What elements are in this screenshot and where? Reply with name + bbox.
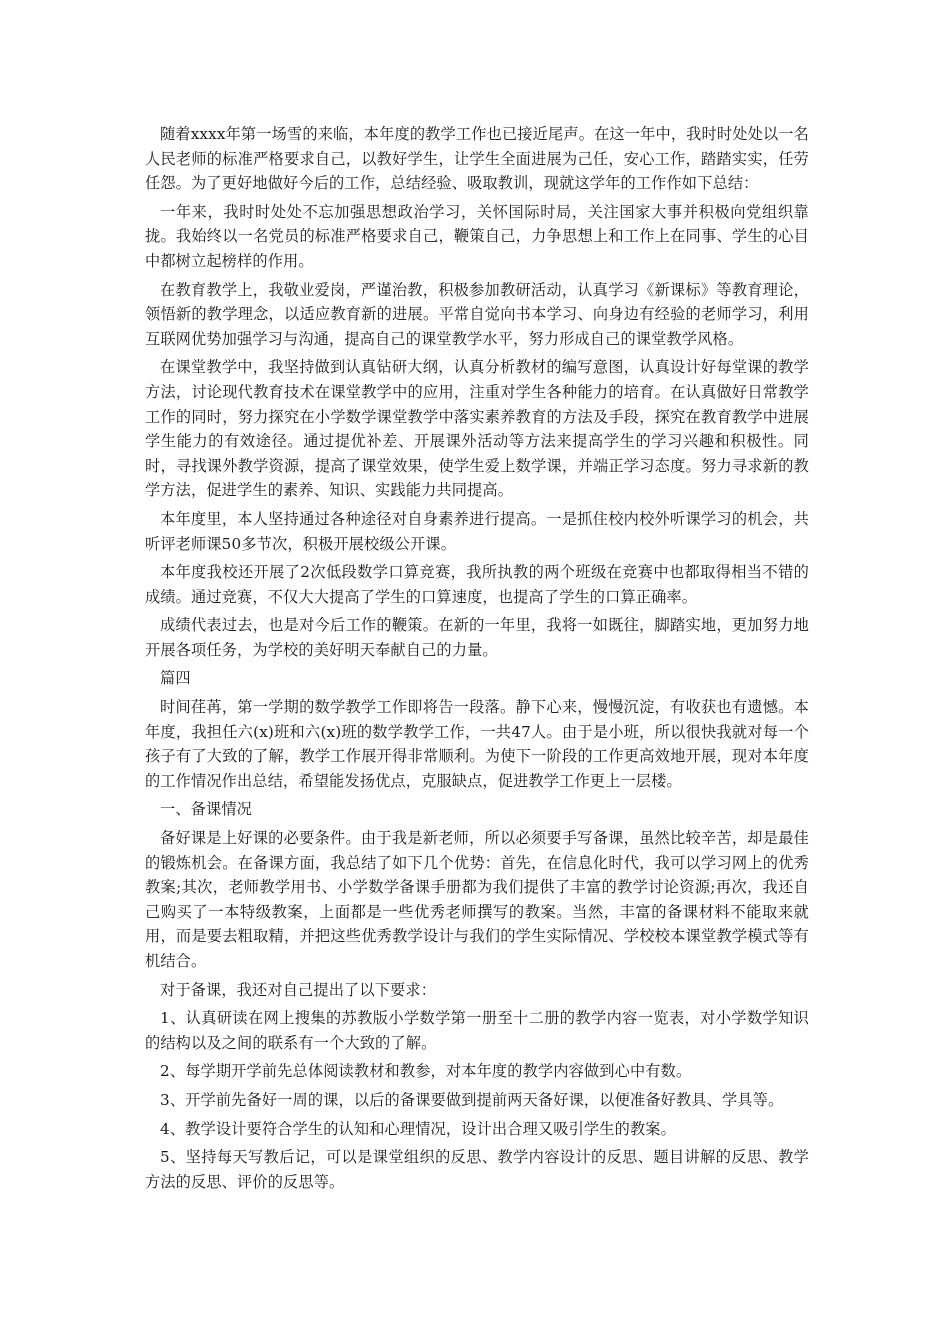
paragraph-semester-summary: 时间荏苒，第一学期的数学教学工作即将告一段落。静下心来，慢慢沉淀，有收获也有遗憾。本年度，我担任六(x)班和六(x)班的数学教学工作，一共47人。由于是小班，所以很快我就对每一个孩子有了大致的了解，教学工作展开得非常顺利。为使下一阶段的工作更高效地开展，现对本年度的工作情况作出总结，希望能发扬优点，克服缺点，促进教学工作更上一层楼。 xyxy=(145,698,809,790)
paragraph-self-improvement: 本年度里，本人坚持通过各种途径对自身素养进行提高。一是抓住校内校外听课学习的机会，共听评老师课50多节次，积极开展校级公开课。 xyxy=(145,509,809,553)
document-body xyxy=(145,122,809,1194)
paragraph-classroom: 在课堂教学中，我坚持做到认真钻研大纲，认真分析教材的编写意图，认真设计好每堂课的教学方法，讨论现代教育技术在课堂教学中的应用，注重对学生各种能力的培育。在认真做好日常教学工作的同时，努力探究在小学数学课堂教学中落实素养教育的方法及手段，探究在教育教学中进展学生能力的有效途径。通过提优补差、开展课外活动等方法来提高学生的学习兴趣和积极性。同时，寻找课外教学资源，提高了课堂效果，使学生爱上数学课，并端正学习态度。努力寻求新的教学方法，促进学生的素养、知识、实践能力共同提高。 xyxy=(145,358,809,500)
paragraph-conclusion: 成绩代表过去，也是对今后工作的鞭策。在新的一年里，我将一如既往，脚踏实地，更加努力地开展各项任务，为学校的美好明天奉献自己的力量。 xyxy=(145,616,809,659)
list-item-requirement-5: 5、坚持每天写教后记，可以是课堂组织的反思、教学内容设计的反思、题目讲解的反思、教学方法的反思、评价的反思等。 xyxy=(145,1148,809,1191)
paragraph-requirements-intro: 对于备课，我还对自己提出了以下要求： xyxy=(160,980,437,999)
list-item-requirement-3: 3、开学前先备好一周的课，以后的备课要做到提前两天备好课，以便准备好教具、学具等。 xyxy=(160,1090,784,1109)
paragraph-lesson-prep: 备好课是上好课的必要条件。由于我是新老师，所以必须要手写备课，虽然比较辛苦，却是最佳的锻炼机会。在备课方面，我总结了如下几个优势：首先，在信息化时代，我可以学习网上的优秀教案;其次，老师教学用书、小学数学备课手册都为我们提供了丰富的教学讨论资源;再次，我还自己购买了一本特级教案，上面都是一些优秀老师撰写的教案。当然，丰富的备课材料不能取来就用，而是要去粗取精，并把这些优秀教学设计与我们的学生实际情况、学校校本课堂教学模式等有机结合。 xyxy=(145,829,809,970)
section-heading-part-four: 篇四 xyxy=(160,669,191,688)
paragraph-competition: 本年度我校还开展了2次低段数学口算竞赛，我所执教的两个班级在竞赛中也都取得相当不错的成绩。通过竞赛，不仅大大提高了学生的口算速度，也提高了学生的口算正确率。 xyxy=(145,563,809,606)
list-item-requirement-1: 1、认真研读在网上搜集的苏教版小学数学第一册至十二册的教学内容一览表，对小学数学知识的结构以及之间的联系有一个大致的了解。 xyxy=(145,1009,809,1052)
paragraph-politics: 一年来，我时时处处不忘加强思想政治学习，关怀国际时局，关注国家大事并积极向党组织靠拢。我始终以一名党员的标准严格要求自己，鞭策自己，力争思想上和工作上在同事、学生的心目中都树立起榜样的作用。 xyxy=(145,202,809,270)
list-item-requirement-4: 4、教学设计要符合学生的认知和心理情况，设计出合理又吸引学生的教案。 xyxy=(160,1119,676,1138)
section-heading-lesson-prep: 一、备课情况 xyxy=(160,800,253,819)
list-item-requirement-2: 2、每学期开学前先总体阅读教材和教参，对本年度的教学内容做到心中有数。 xyxy=(160,1062,692,1081)
paragraph-intro: 随着xxxx年第一场雪的来临，本年度的教学工作也已接近尾声。在这一年中，我时时处处以一名人民老师的标准严格要求自己，以教好学生，让学生全面进展为己任，安心工作，踏踏实实，任劳任怨。为了更好地做好今后的工作，总结经验、吸取教训，现就这学年的工作作如下总结： xyxy=(145,125,809,193)
paragraph-teaching: 在教育教学上，我敬业爱岗，严谨治教，积极参加教研活动，认真学习《新课标》等教育理论，领悟新的教学理念，以适应教育新的进展。平常自觉向书本学习、向身边有经验的老师学习，利用互联网优势加强学习与沟通，提高自己的课堂教学水平，努力形成自己的课堂教学风格。 xyxy=(145,280,809,348)
